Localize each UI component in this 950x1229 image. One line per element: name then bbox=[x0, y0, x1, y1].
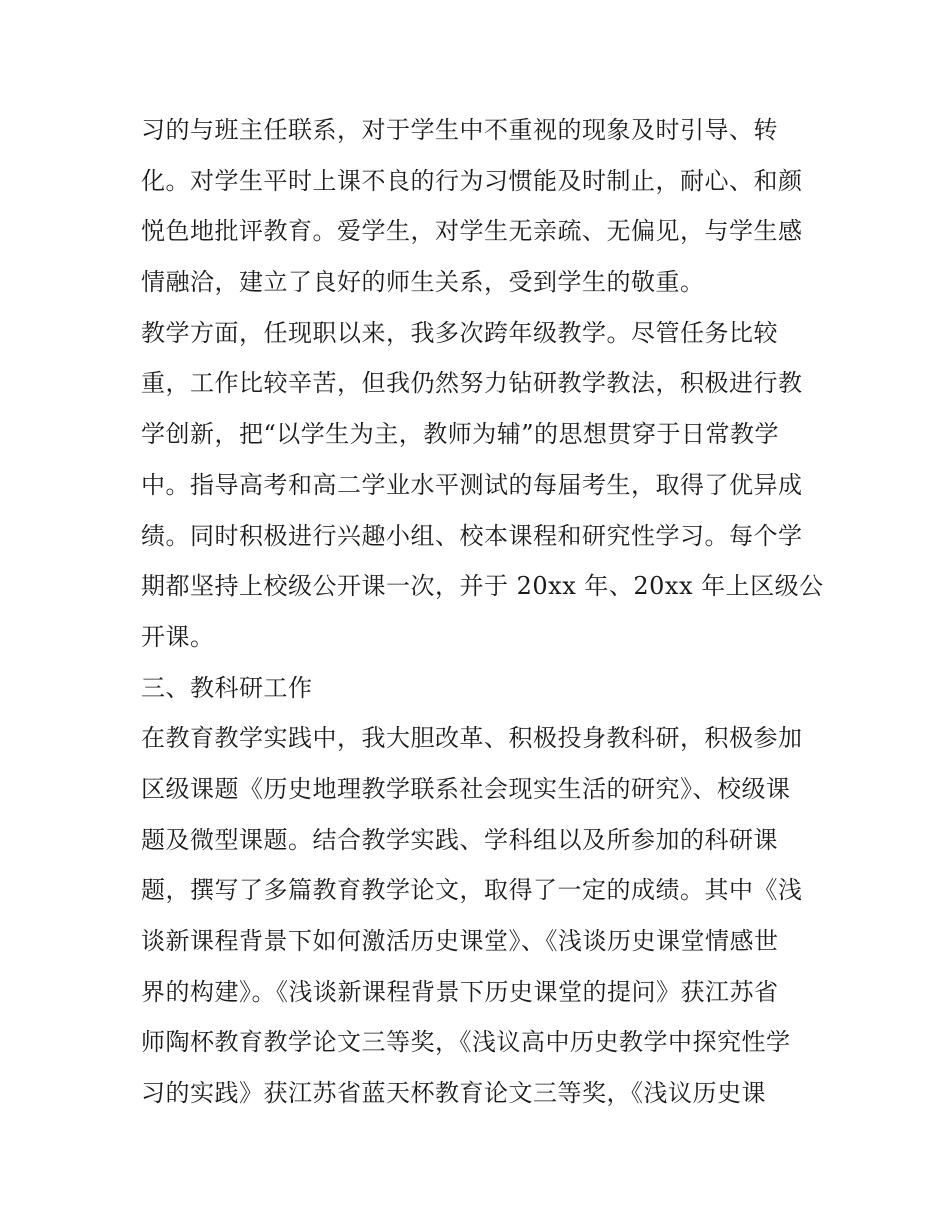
text-line: 教学方面，任现职以来，我多次跨年级教学。尽管任务比较 bbox=[141, 318, 778, 347]
section-heading: 三、教科研工作 bbox=[141, 673, 313, 702]
text-line: 中。指导高考和高二学业水平测试的每届考生，取得了优异成 bbox=[141, 470, 803, 499]
text-line: 情融洽，建立了良好的师生关系，受到学生的敬重。 bbox=[141, 268, 705, 297]
text-line: 界的构建》。《浅谈新课程背景下历史课堂的提问》获江苏省 bbox=[141, 977, 779, 1006]
text-line: 期都坚持上校级公开课一次，并于 20xx 年、20xx 年上区级公 bbox=[141, 572, 824, 601]
text-line: 在教育教学实践中，我大胆改革、积极投身教科研，积极参加 bbox=[141, 724, 803, 753]
text-line: 谈新课程背景下如何激活历史课堂》、《浅谈历史课堂情感世 bbox=[141, 927, 779, 955]
document-body bbox=[141, 105, 824, 1119]
text-line: 学创新，把“以学生为主，教师为辅”的思想贯穿于日常教学 bbox=[141, 420, 780, 449]
text-line: 开课。 bbox=[141, 622, 215, 651]
text-line: 悦色地批评教育。爱学生，对学生无亲疏、无偏见，与学生感 bbox=[141, 217, 803, 246]
text-line: 题及微型课题。结合教学实践、学科组以及所参加的科研课 bbox=[141, 825, 778, 854]
text-line: 重，工作比较辛苦，但我仍然努力钻研教学教法，积极进行教 bbox=[141, 369, 803, 398]
text-line: 区级课题《历史地理教学联系社会现实生活的研究》、校级课 bbox=[141, 774, 791, 803]
text-line: 习的与班主任联系，对于学生中不重视的现象及时引导、转 bbox=[141, 116, 778, 144]
text-line: 化。对学生平时上课不良的行为习惯能及时制止，耐心、和颜 bbox=[141, 166, 803, 195]
text-line: 习的实践》获江苏省蓝天杯教育论文三等奖，《浅议历史课 bbox=[141, 1079, 766, 1108]
text-line: 绩。同时积极进行兴趣小组、校本课程和研究性学习。每个学 bbox=[141, 521, 803, 550]
text-line: 题，撰写了多篇教育教学论文，取得了一定的成绩。其中《浅 bbox=[141, 876, 803, 905]
text-line: 师陶杯教育教学论文三等奖，《浅议高中历史教学中探究性学 bbox=[141, 1028, 791, 1057]
